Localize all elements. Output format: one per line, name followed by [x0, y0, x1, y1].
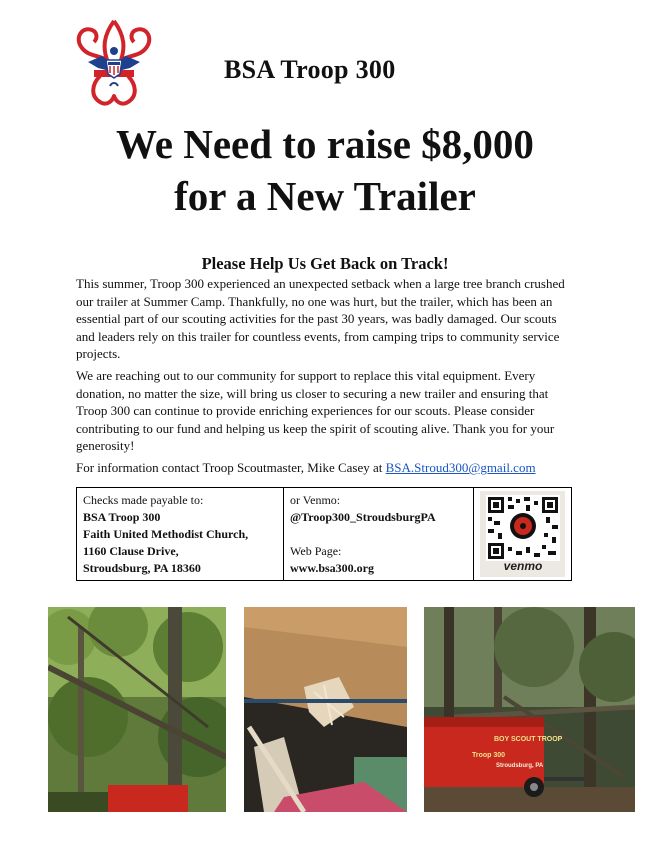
photo-red-trailer — [424, 607, 635, 812]
trailer-label-3: Stroudsburg, PA — [496, 763, 544, 769]
payee-line: Stroudsburg, PA 18360 — [83, 561, 201, 575]
trailer-label-1: BOY SCOUT TROOP — [494, 736, 563, 743]
photo-fallen-branch — [48, 607, 226, 812]
venmo-label: or Venmo: — [290, 493, 341, 507]
subheading: Please Help Us Get Back on Track! — [201, 254, 449, 273]
web-label: Web Page: — [290, 544, 342, 558]
qr-code-icon — [486, 495, 560, 561]
venmo-brand-text: venmo — [503, 559, 543, 573]
headline-line-2: for a New Trailer — [174, 173, 476, 219]
checks-label: Checks made payable to: — [83, 493, 204, 507]
payee-line: BSA Troop 300 — [83, 510, 161, 524]
troop-name: BSA Troop 300 — [224, 55, 396, 84]
venmo-column — [284, 488, 474, 580]
web-url[interactable]: www.bsa300.org — [290, 561, 375, 575]
trailer-label-2: Troop 300 — [472, 752, 506, 759]
contact-text: For information contact Troop Scoutmaster, Mike Casey at — [76, 460, 386, 475]
headline — [0, 118, 650, 222]
headline-line-1: We Need to raise $8,000 — [116, 121, 534, 167]
venmo-handle: @Troop300_StroudsburgPA — [290, 510, 436, 524]
payee-line: 1160 Clause Drive, — [83, 544, 179, 558]
contact-line — [76, 460, 536, 476]
qr-column — [474, 488, 571, 580]
paragraph-1: This summer, Troop 300 experienced an unexpected setback when a large tree branch crushed our trailer at Summer Camp. Thankfully, no one was hurt, but the trailer, which has been an essential part of our scouting activities for the past 30 years, was badly damaged. Our scouts and leaders rely on this trailer for countless events, from camping trips to community service projects. — [76, 276, 565, 361]
donation-info-box — [76, 487, 572, 581]
venmo-qr-card[interactable] — [480, 491, 565, 577]
photo-damaged-ceiling — [244, 607, 407, 812]
checks-column — [77, 488, 284, 580]
payee-line: Faith United Methodist Church, — [83, 527, 249, 541]
paragraph-2: We are reaching out to our community for support to replace this vital equipment. Every donation, no matter the size, will bring us closer to securing a new trailer and ensuring that Troop 300 can continue to provide enriching experiences for our scouts. Please consider contributing to our fund and helping us keep the spirit of scouting alive. Thank you for your generosity! — [76, 368, 555, 453]
bsa-logo — [70, 18, 158, 110]
contact-email-link[interactable]: BSA.Stroud300@gmail.com — [385, 460, 536, 475]
